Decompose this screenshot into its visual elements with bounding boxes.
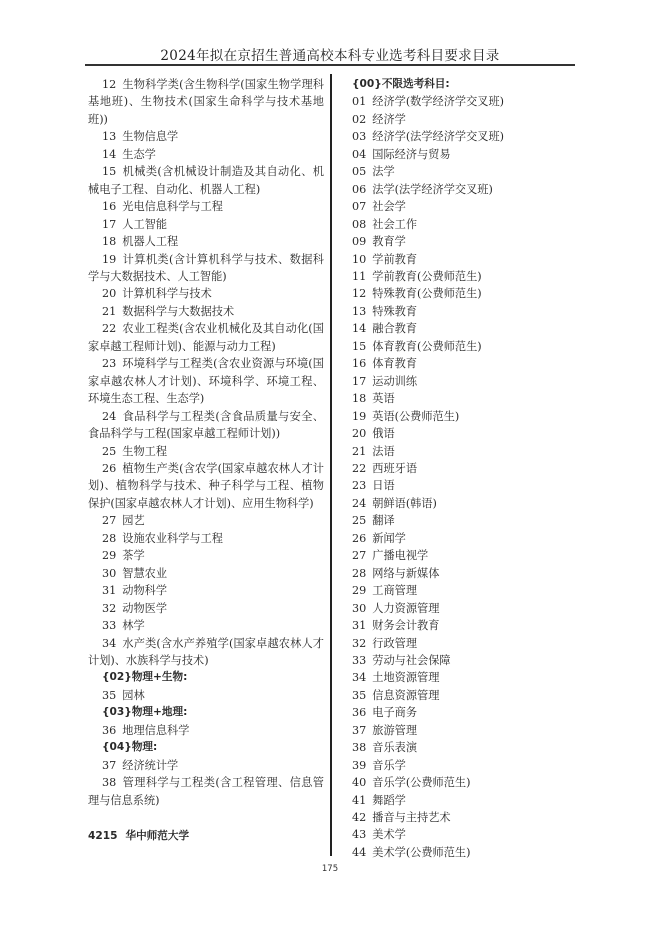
major-number: 39 <box>352 758 367 772</box>
major-name: 工商管理 <box>372 584 418 598</box>
major-number: 35 <box>102 688 117 702</box>
major-entry <box>88 76 324 128</box>
header-rule <box>85 64 575 66</box>
major-entry <box>352 530 582 547</box>
major-entry <box>352 687 582 704</box>
major-number: 07 <box>352 200 367 214</box>
major-entry <box>352 739 582 756</box>
major-name: 融合教育 <box>372 322 418 336</box>
major-name: 日语 <box>372 479 395 493</box>
major-entry <box>88 722 324 739</box>
major-name: 英语 <box>372 392 395 406</box>
major-entry <box>352 477 582 494</box>
major-number: 17 <box>102 217 117 231</box>
major-name: 学前教育 <box>372 252 418 266</box>
major-name: 法学 <box>372 165 395 179</box>
major-number: 10 <box>352 252 367 266</box>
major-number: 06 <box>352 182 367 196</box>
major-number: 17 <box>352 374 367 388</box>
major-entry <box>88 617 324 634</box>
major-entry <box>352 600 582 617</box>
major-number: 24 <box>352 496 367 510</box>
major-name: 劳动与社会保障 <box>372 653 451 667</box>
major-name: 西班牙语 <box>372 461 418 475</box>
major-entry <box>352 512 582 529</box>
major-number: 01 <box>352 95 367 109</box>
major-entry <box>352 146 582 163</box>
major-entry <box>352 826 582 843</box>
page-number: 175 <box>321 864 339 874</box>
major-number: 35 <box>352 688 367 702</box>
major-entry <box>352 460 582 477</box>
major-number: 24 <box>102 409 117 423</box>
major-entry <box>352 216 582 233</box>
major-number: 22 <box>102 322 117 336</box>
major-number: 36 <box>352 706 367 720</box>
major-entry <box>352 93 582 110</box>
major-number: 14 <box>352 322 367 336</box>
major-number: 33 <box>102 619 117 633</box>
major-number: 15 <box>102 165 117 179</box>
major-name: 园艺 <box>122 514 145 528</box>
major-entry <box>88 530 324 547</box>
major-entry <box>352 565 582 582</box>
major-entry <box>352 635 582 652</box>
major-name: 数据科学与大数据技术 <box>122 304 235 318</box>
major-number: 16 <box>102 200 117 214</box>
major-entry <box>352 443 582 460</box>
major-entry <box>88 146 324 163</box>
subject-group-heading: {00}不限选考科目: <box>352 78 450 90</box>
major-number: 43 <box>352 828 367 842</box>
major-name: 网络与新媒体 <box>372 566 440 580</box>
major-number: 44 <box>352 845 367 859</box>
major-entry <box>352 844 582 861</box>
major-name: 社会学 <box>372 200 406 214</box>
major-name: 财务会计教育 <box>372 619 440 633</box>
major-number: 37 <box>352 723 367 737</box>
major-name: 生物科学类(含生物科学(国家生物学理科基地班)、生物技术(国家生命科学与技术基地班)) <box>88 78 324 126</box>
major-name: 特殊教育(公费师范生) <box>372 287 482 301</box>
major-entry <box>352 251 582 268</box>
major-number: 42 <box>352 811 367 825</box>
major-name: 国际经济与贸易 <box>372 147 451 161</box>
major-name: 播音与主持艺术 <box>372 811 451 825</box>
major-entry <box>352 582 582 599</box>
university-heading <box>88 828 324 845</box>
major-number: 31 <box>352 619 367 633</box>
major-name: 土地资源管理 <box>372 671 440 685</box>
major-number: 31 <box>102 584 117 598</box>
major-name: 光电信息科学与工程 <box>122 200 223 214</box>
major-name: 人力资源管理 <box>372 601 440 615</box>
major-name: 动物科学 <box>122 584 168 598</box>
major-number: 28 <box>352 566 367 580</box>
major-entry <box>88 320 324 355</box>
major-entry <box>352 809 582 826</box>
major-name: 电子商务 <box>372 706 418 720</box>
major-number: 19 <box>102 252 117 266</box>
major-number: 30 <box>352 601 367 615</box>
major-entry <box>352 355 582 372</box>
major-name: 管理科学与工程类(含工程管理、信息管理与信息系统) <box>88 776 324 807</box>
major-number: 34 <box>352 671 367 685</box>
major-name: 社会工作 <box>372 217 418 231</box>
major-name: 音乐学 <box>372 758 406 772</box>
major-number: 21 <box>102 304 117 318</box>
major-name: 茶学 <box>122 549 145 563</box>
major-number: 04 <box>352 147 367 161</box>
major-entry <box>352 547 582 564</box>
major-entry <box>88 582 324 599</box>
major-number: 20 <box>102 287 117 301</box>
major-number: 11 <box>352 269 367 283</box>
major-number: 19 <box>352 409 367 423</box>
major-number: 26 <box>102 461 117 475</box>
major-name: 生物信息学 <box>122 130 179 144</box>
major-name: 林学 <box>122 619 145 633</box>
major-entry <box>88 443 324 460</box>
page-title: 2024年拟在京招生普通高校本科专业选考科目要求目录 <box>160 48 500 64</box>
major-entry <box>352 320 582 337</box>
major-name: 设施农业科学与工程 <box>122 531 223 545</box>
major-name: 舞蹈学 <box>372 793 406 807</box>
major-name: 美术学 <box>372 828 406 842</box>
major-name: 音乐表演 <box>372 741 418 755</box>
major-number: 20 <box>352 427 367 441</box>
university-name: 华中师范大学 <box>125 830 190 843</box>
major-number: 26 <box>352 531 367 545</box>
major-name: 新闻学 <box>372 531 406 545</box>
major-name: 动物医学 <box>122 601 168 615</box>
major-name: 水产类(含水产养殖学(国家卓越农林人才计划)、水族科学与技术) <box>88 636 324 667</box>
major-entry <box>352 757 582 774</box>
major-name: 植物生产类(含农学(国家卓越农林人才计划)、植物科学与技术、种子科学与工程、植物保护(国家卓越农林人才计划)、应用生物科学) <box>88 461 324 510</box>
major-name: 经济学(数学经济学交叉班) <box>372 95 505 109</box>
major-entry <box>352 722 582 739</box>
major-entry <box>352 495 582 512</box>
major-entry <box>88 216 324 233</box>
major-entry <box>352 704 582 721</box>
major-number: 37 <box>102 758 117 772</box>
major-name: 信息资源管理 <box>372 688 440 702</box>
major-number: 09 <box>352 235 367 249</box>
major-number: 25 <box>352 514 367 528</box>
subject-group-heading: {02}物理+生物: <box>102 671 188 684</box>
major-number: 13 <box>102 130 117 144</box>
major-number: 21 <box>352 444 367 458</box>
major-entry <box>88 547 324 564</box>
major-entry <box>88 565 324 582</box>
major-entry <box>352 669 582 686</box>
major-number: 12 <box>352 287 367 301</box>
major-entry <box>88 355 324 407</box>
major-number: 23 <box>352 479 367 493</box>
major-number: 33 <box>352 653 367 667</box>
major-name: 体育教育(公费师范生) <box>372 339 482 353</box>
major-entry <box>352 285 582 302</box>
major-name: 旅游管理 <box>372 723 418 737</box>
major-name: 计算机科学与技术 <box>122 287 212 301</box>
column-divider <box>330 74 332 856</box>
major-entry <box>352 617 582 634</box>
university-code: 4215 <box>88 830 118 843</box>
major-number: 16 <box>352 357 367 371</box>
major-number: 38 <box>102 776 117 790</box>
major-entry <box>352 181 582 198</box>
major-name: 朝鲜语(韩语) <box>372 496 437 510</box>
major-name: 智慧农业 <box>122 566 168 580</box>
major-name: 学前教育(公费师范生) <box>372 269 482 283</box>
major-entry <box>352 163 582 180</box>
major-number: 15 <box>352 339 367 353</box>
major-number: 05 <box>352 165 367 179</box>
major-entry <box>352 268 582 285</box>
major-name: 音乐学(公费师范生) <box>372 776 471 790</box>
right-column <box>352 76 582 861</box>
major-number: 32 <box>102 601 117 615</box>
major-number: 40 <box>352 776 367 790</box>
major-name: 农业工程类(含农业机械化及其自动化(国家卓越工程师计划)、能源与动力工程) <box>88 322 324 353</box>
major-entry <box>88 303 324 320</box>
major-entry <box>352 233 582 250</box>
major-entry <box>88 163 324 198</box>
major-number: 29 <box>352 584 367 598</box>
major-number: 36 <box>102 723 117 737</box>
major-entry <box>88 600 324 617</box>
major-entry <box>352 128 582 145</box>
major-number: 03 <box>352 130 367 144</box>
major-name: 美术学(公费师范生) <box>372 845 471 859</box>
major-number: 30 <box>102 566 117 580</box>
major-number: 18 <box>102 235 117 249</box>
major-name: 机器人工程 <box>122 235 179 249</box>
major-name: 地理信息科学 <box>122 723 190 737</box>
major-entry <box>88 757 324 774</box>
major-name: 俄语 <box>372 427 395 441</box>
major-entry <box>352 111 582 128</box>
major-name: 英语(公费师范生) <box>372 409 460 423</box>
major-number: 28 <box>102 531 117 545</box>
major-name: 经济统计学 <box>122 758 179 772</box>
major-entry <box>88 635 324 670</box>
major-number: 22 <box>352 461 367 475</box>
major-name: 行政管理 <box>372 636 418 650</box>
major-entry <box>88 408 324 443</box>
major-entry <box>352 652 582 669</box>
major-number: 27 <box>102 514 117 528</box>
major-entry <box>352 774 582 791</box>
left-column <box>88 76 324 845</box>
major-entry <box>88 285 324 302</box>
major-name: 翻译 <box>372 514 395 528</box>
major-name: 园林 <box>122 688 145 702</box>
major-number: 02 <box>352 112 367 126</box>
major-entry <box>88 512 324 529</box>
major-name: 法学(法学经济学交叉班) <box>372 182 493 196</box>
major-name: 计算机类(含计算机科学与技术、数据科学与大数据技术、人工智能) <box>88 252 324 283</box>
major-name: 体育教育 <box>372 357 418 371</box>
major-entry <box>352 303 582 320</box>
major-entry <box>352 373 582 390</box>
major-number: 23 <box>102 357 117 371</box>
major-number: 25 <box>102 444 117 458</box>
major-number: 41 <box>352 793 367 807</box>
major-number: 29 <box>102 549 117 563</box>
major-name: 经济学(法学经济学交叉班) <box>372 130 505 144</box>
major-name: 食品科学与工程类(含食品质量与安全、食品科学与工程(国家卓越工程师计划)) <box>88 409 324 441</box>
major-entry <box>88 128 324 145</box>
major-number: 08 <box>352 217 367 231</box>
spacer <box>88 809 324 828</box>
major-number: 18 <box>352 392 367 406</box>
major-entry <box>352 198 582 215</box>
major-entry <box>88 687 324 704</box>
major-entry <box>88 251 324 286</box>
major-entry <box>88 774 324 809</box>
major-name: 人工智能 <box>122 217 168 231</box>
major-entry <box>352 408 582 425</box>
major-name: 教育学 <box>372 235 406 249</box>
major-name: 生物工程 <box>122 444 168 458</box>
major-number: 27 <box>352 549 367 563</box>
major-name: 特殊教育 <box>372 304 418 318</box>
major-entry <box>352 792 582 809</box>
major-entry <box>88 233 324 250</box>
major-entry <box>88 198 324 215</box>
major-number: 13 <box>352 304 367 318</box>
major-name: 环境科学与工程类(含农业资源与环境(国家卓越农林人才计划)、环境科学、环境工程、环境生态工程、生态学) <box>88 357 324 406</box>
major-entry <box>352 425 582 442</box>
major-name: 经济学 <box>372 112 406 126</box>
major-number: 38 <box>352 741 367 755</box>
major-name: 机械类(含机械设计制造及其自动化、机械电子工程、自动化、机器人工程) <box>88 165 324 196</box>
major-entry <box>352 390 582 407</box>
major-number: 12 <box>102 78 117 91</box>
major-name: 生态学 <box>122 147 156 161</box>
major-name: 法语 <box>372 444 395 458</box>
major-number: 32 <box>352 636 367 650</box>
major-entry <box>352 338 582 355</box>
major-number: 14 <box>102 147 117 161</box>
major-entry <box>88 460 324 512</box>
major-name: 运动训练 <box>372 374 418 388</box>
subject-group-heading: {03}物理+地理: <box>102 706 188 719</box>
major-name: 广播电视学 <box>372 549 429 563</box>
major-number: 34 <box>102 636 117 650</box>
subject-group-heading: {04}物理: <box>102 741 158 754</box>
